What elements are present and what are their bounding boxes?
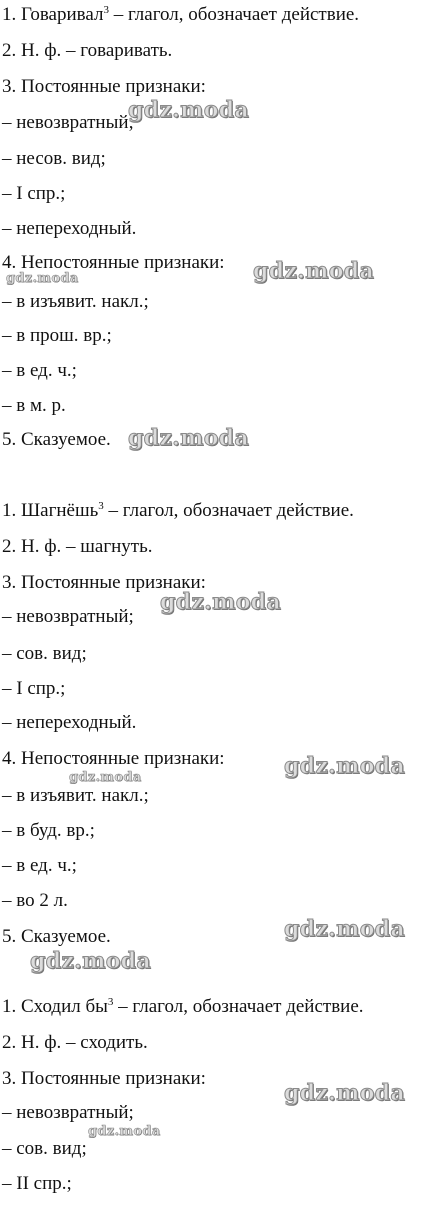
- watermark: gdz.moda: [284, 1080, 405, 1106]
- line-feature: – в изъявит. накл.;: [2, 291, 149, 312]
- line-heading: 3. Постоянные признаки:: [2, 572, 206, 593]
- line-initial-form: 2. Н. ф. – сходить.: [2, 1032, 148, 1053]
- line-feature: – непереходный.: [2, 218, 137, 239]
- line-feature: – невозвратный;: [2, 1102, 134, 1123]
- line-initial-form: 2. Н. ф. – говаривать.: [2, 40, 173, 61]
- line-heading: 4. Непостоянные признаки:: [2, 252, 225, 273]
- line-feature: – II спр.;: [2, 1173, 72, 1194]
- line-feature: – в буд. вр.;: [2, 820, 95, 841]
- line-word-analysis: 1. Сходил $бы^3$ – глагол, обозначает действие.: [2, 996, 364, 1017]
- line-feature: – в м. р.: [2, 395, 66, 416]
- line-feature: – несов. вид;: [2, 148, 106, 169]
- line-heading: 3. Постоянные признаки:: [2, 76, 206, 97]
- line-initial-form: 2. Н. ф. – шагнуть.: [2, 536, 153, 557]
- watermark: gdz.moda: [284, 916, 405, 942]
- watermark: gdz.moda: [6, 271, 79, 286]
- watermark: gdz.moda: [128, 425, 249, 451]
- watermark: gdz.moda: [69, 770, 142, 785]
- line-syntax-role: 5. Сказуемое.: [2, 926, 111, 947]
- line-word-analysis: 1. Говаривал$^3$ – глагол, обозначает действие.: [2, 4, 360, 25]
- line-heading: 3. Постоянные признаки:: [2, 1068, 206, 1089]
- watermark: gdz.moda: [128, 97, 249, 123]
- line-feature: – сов. вид;: [2, 1138, 87, 1159]
- line-feature: – I спр.;: [2, 183, 66, 204]
- watermark: gdz.moda: [30, 948, 151, 974]
- line-feature: – во 2 л.: [2, 890, 68, 911]
- line-feature: – невозвратный;: [2, 606, 134, 627]
- line-feature: – сов. вид;: [2, 643, 87, 664]
- line-feature: – I спр.;: [2, 678, 66, 699]
- line-feature: – непереходный.: [2, 712, 137, 733]
- line-feature: – невозвратный;: [2, 112, 134, 133]
- line-heading: 4. Непостоянные признаки:: [2, 748, 225, 769]
- line-feature: – в ед. ч.;: [2, 360, 77, 381]
- line-feature: – в ед. ч.;: [2, 855, 77, 876]
- watermark: gdz.moda: [160, 589, 281, 615]
- line-word-analysis: 1. Шагнёшь$^3$ – глагол, обозначает действие.: [2, 500, 354, 521]
- watermark: gdz.moda: [284, 753, 405, 779]
- watermark: gdz.moda: [253, 258, 374, 284]
- line-feature: – в прош. вр.;: [2, 325, 112, 346]
- watermark: gdz.moda: [88, 1124, 161, 1139]
- line-feature: – в изъявит. накл.;: [2, 785, 149, 806]
- line-syntax-role: 5. Сказуемое.: [2, 429, 111, 450]
